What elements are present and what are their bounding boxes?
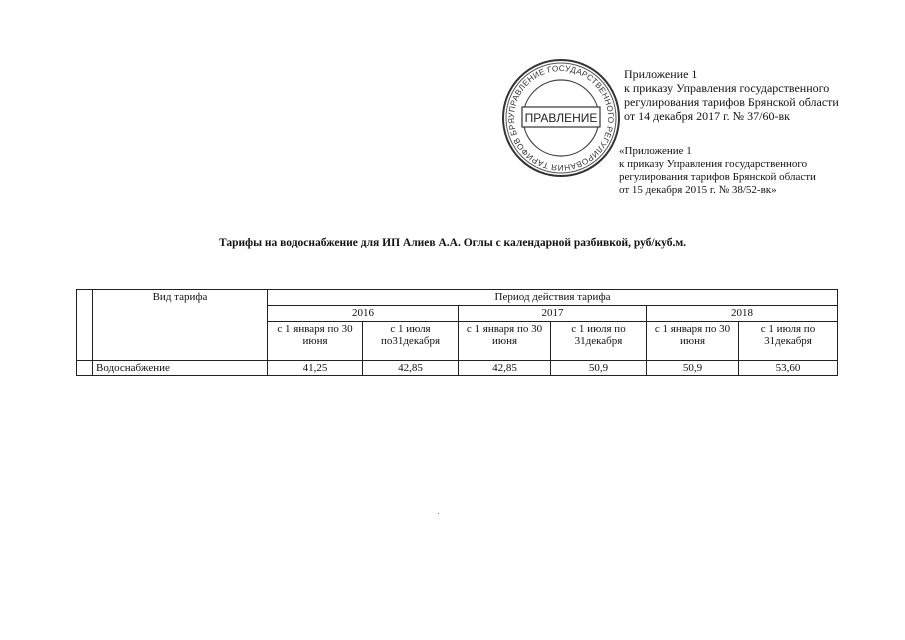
- row-number-header: [77, 290, 93, 361]
- stamp-ring-text: УПРАВЛЕНИЕ ГОСУДАРСТВЕННОГО РЕГУЛИРОВАНИЯ ТАРИФОВ БРЯ: [506, 63, 616, 173]
- header-period-cell: с 1 июля по31декабря: [363, 322, 459, 361]
- scan-speck: [438, 513, 439, 514]
- value-cell: 50,9: [551, 361, 647, 376]
- appendix-previous-line3: регулирования тарифов Брянской области: [619, 171, 816, 183]
- row-number-cell: [77, 361, 93, 376]
- header-period-cell: с 1 января по 30 июня: [459, 322, 551, 361]
- stamp-center-text: ПРАВЛЕНИЕ: [524, 111, 598, 125]
- appendix-previous-line4: от 15 декабря 2015 г. № 38/52-вк»: [619, 184, 777, 196]
- official-stamp: [500, 57, 622, 179]
- value-cell: 53,60: [739, 361, 838, 376]
- appendix-current-line1: Приложение 1: [624, 67, 698, 81]
- header-period-cell: с 1 июля по 31декабря: [739, 322, 838, 361]
- appendix-previous-line1: «Приложение 1: [619, 145, 692, 157]
- header-period-cell: с 1 января по 30 июня: [647, 322, 739, 361]
- header-period-cell: с 1 июля по 31декабря: [551, 322, 647, 361]
- tariff-table: [76, 289, 838, 376]
- document-title: Тарифы на водоснабжение для ИП Алиев А.А. Оглы с календарной разбивкой, руб/куб.м.: [218, 237, 687, 249]
- value-cell: 41,25: [268, 361, 363, 376]
- header-year-2017: 2017: [459, 306, 647, 322]
- appendix-previous-block: [619, 145, 816, 197]
- table-row: [77, 361, 838, 376]
- appendix-current-line4: от 14 декабря 2017 г. № 37/60-вк: [624, 109, 790, 123]
- value-cell: 50,9: [647, 361, 739, 376]
- appendix-current-line3: регулирования тарифов Брянской области: [624, 95, 839, 109]
- header-period: Период действия тарифа: [268, 290, 838, 306]
- row-label: Водоснабжение: [93, 361, 268, 376]
- appendix-current-line2: к приказу Управления государственного: [624, 81, 830, 95]
- header-year-2018: 2018: [647, 306, 838, 322]
- appendix-previous-line2: к приказу Управления государственного: [619, 158, 808, 170]
- header-tariff-type: Вид тарифа: [93, 290, 268, 361]
- value-cell: 42,85: [459, 361, 551, 376]
- header-period-cell: с 1 января по 30 июня: [268, 322, 363, 361]
- appendix-current-block: [624, 67, 839, 123]
- header-year-2016: 2016: [268, 306, 459, 322]
- value-cell: 42,85: [363, 361, 459, 376]
